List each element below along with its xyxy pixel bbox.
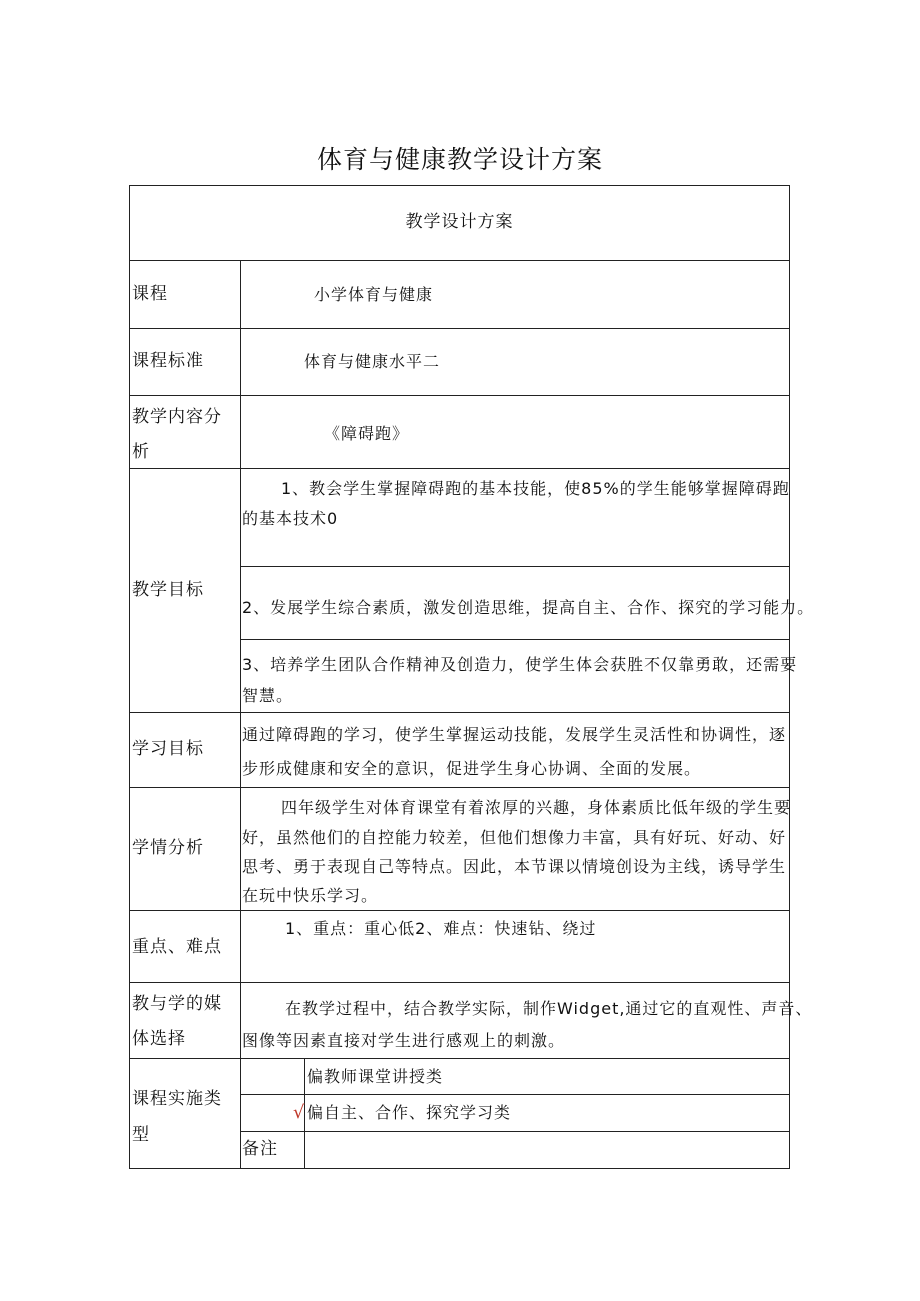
subrow-divider bbox=[240, 1131, 790, 1132]
objectives-label: 教学目标 bbox=[132, 580, 204, 600]
subrow-divider bbox=[240, 566, 790, 567]
row-divider bbox=[129, 1058, 790, 1059]
analysis-line4: 在玩中快乐学习。 bbox=[242, 886, 379, 905]
objective-3-line1: 3、培养学生团队合作精神及创造力，使学生体会获胜不仅靠勇敢，还需要 bbox=[242, 655, 798, 674]
media-label-cont: 体选择 bbox=[132, 1029, 186, 1049]
type-option-self-directed: 偏自主、合作、探究学习类 bbox=[307, 1103, 512, 1122]
type-option-teacher-led: 偏教师课堂讲授类 bbox=[307, 1067, 444, 1086]
media-label: 教与学的媒 bbox=[132, 994, 222, 1014]
objective-3-line2: 智慧。 bbox=[242, 686, 294, 705]
course-label: 课程 bbox=[132, 284, 168, 304]
row-divider bbox=[129, 712, 790, 713]
learning-goal-label: 学习目标 bbox=[132, 739, 204, 759]
key-points-label: 重点、难点 bbox=[132, 937, 222, 957]
objective-1-line2: 的基本技术0 bbox=[242, 509, 339, 528]
objective-1-line1: 1、教会学生掌握障碍跑的基本技能，使85%的学生能够掌握障碍跑 bbox=[281, 479, 790, 498]
objective-2: 2、发展学生综合素质，激发创造思维，提高自主、合作、探究的学习能力。 bbox=[242, 598, 815, 617]
type-label: 课程实施类 bbox=[132, 1089, 222, 1109]
media-line1: 在教学过程中，结合教学实际，制作Widget,通过它的直观性、声音、 bbox=[285, 999, 813, 1018]
document-title: 体育与健康教学设计方案 bbox=[316, 145, 603, 174]
remark-label: 备注 bbox=[242, 1139, 278, 1159]
media-line2: 图像等因素直接对学生进行感观上的刺激。 bbox=[242, 1031, 566, 1050]
row-divider bbox=[129, 982, 790, 983]
analysis-label: 学情分析 bbox=[132, 838, 204, 858]
analysis-line2: 好，虽然他们的自控能力较差，但他们想像力丰富，具有好玩、好动、好 bbox=[242, 828, 787, 847]
row-divider bbox=[129, 787, 790, 788]
course-value: 小学体育与健康 bbox=[314, 285, 434, 304]
row-divider bbox=[129, 328, 790, 329]
standard-label: 课程标准 bbox=[132, 351, 204, 371]
table-border-top bbox=[129, 185, 790, 186]
row-divider bbox=[129, 395, 790, 396]
lesson-plan-table bbox=[129, 185, 815, 1169]
learning-goal-line2: 步形成健康和安全的意识，促进学生身心协调、全面的发展。 bbox=[242, 759, 702, 778]
table-header: 教学设计方案 bbox=[405, 212, 514, 232]
type-label-cont: 型 bbox=[132, 1125, 150, 1145]
table-border-bottom bbox=[129, 1168, 790, 1169]
checkmark-icon: √ bbox=[293, 1102, 305, 1123]
table-border-left bbox=[129, 185, 130, 1169]
content-label-cont: 析 bbox=[132, 442, 150, 462]
key-points-value: 1、重点：重心低2、难点：快速钻、绕过 bbox=[285, 919, 597, 938]
analysis-line1: 四年级学生对体育课堂有着浓厚的兴趣，身体素质比低年级的学生要 bbox=[281, 798, 792, 817]
row-divider bbox=[129, 468, 790, 469]
analysis-line3: 思考、勇于表现自己等特点。因此，本节课以情境创设为主线，诱导学生 bbox=[242, 857, 787, 876]
content-value: 《障碍跑》 bbox=[324, 424, 410, 443]
standard-value: 体育与健康水平二 bbox=[304, 352, 441, 371]
subrow-divider bbox=[240, 639, 790, 640]
learning-goal-line1: 通过障碍跑的学习，使学生掌握运动技能，发展学生灵活性和协调性，逐 bbox=[242, 725, 787, 744]
content-label: 教学内容分 bbox=[132, 407, 222, 427]
column-divider bbox=[240, 260, 241, 1169]
row-divider bbox=[129, 260, 790, 261]
